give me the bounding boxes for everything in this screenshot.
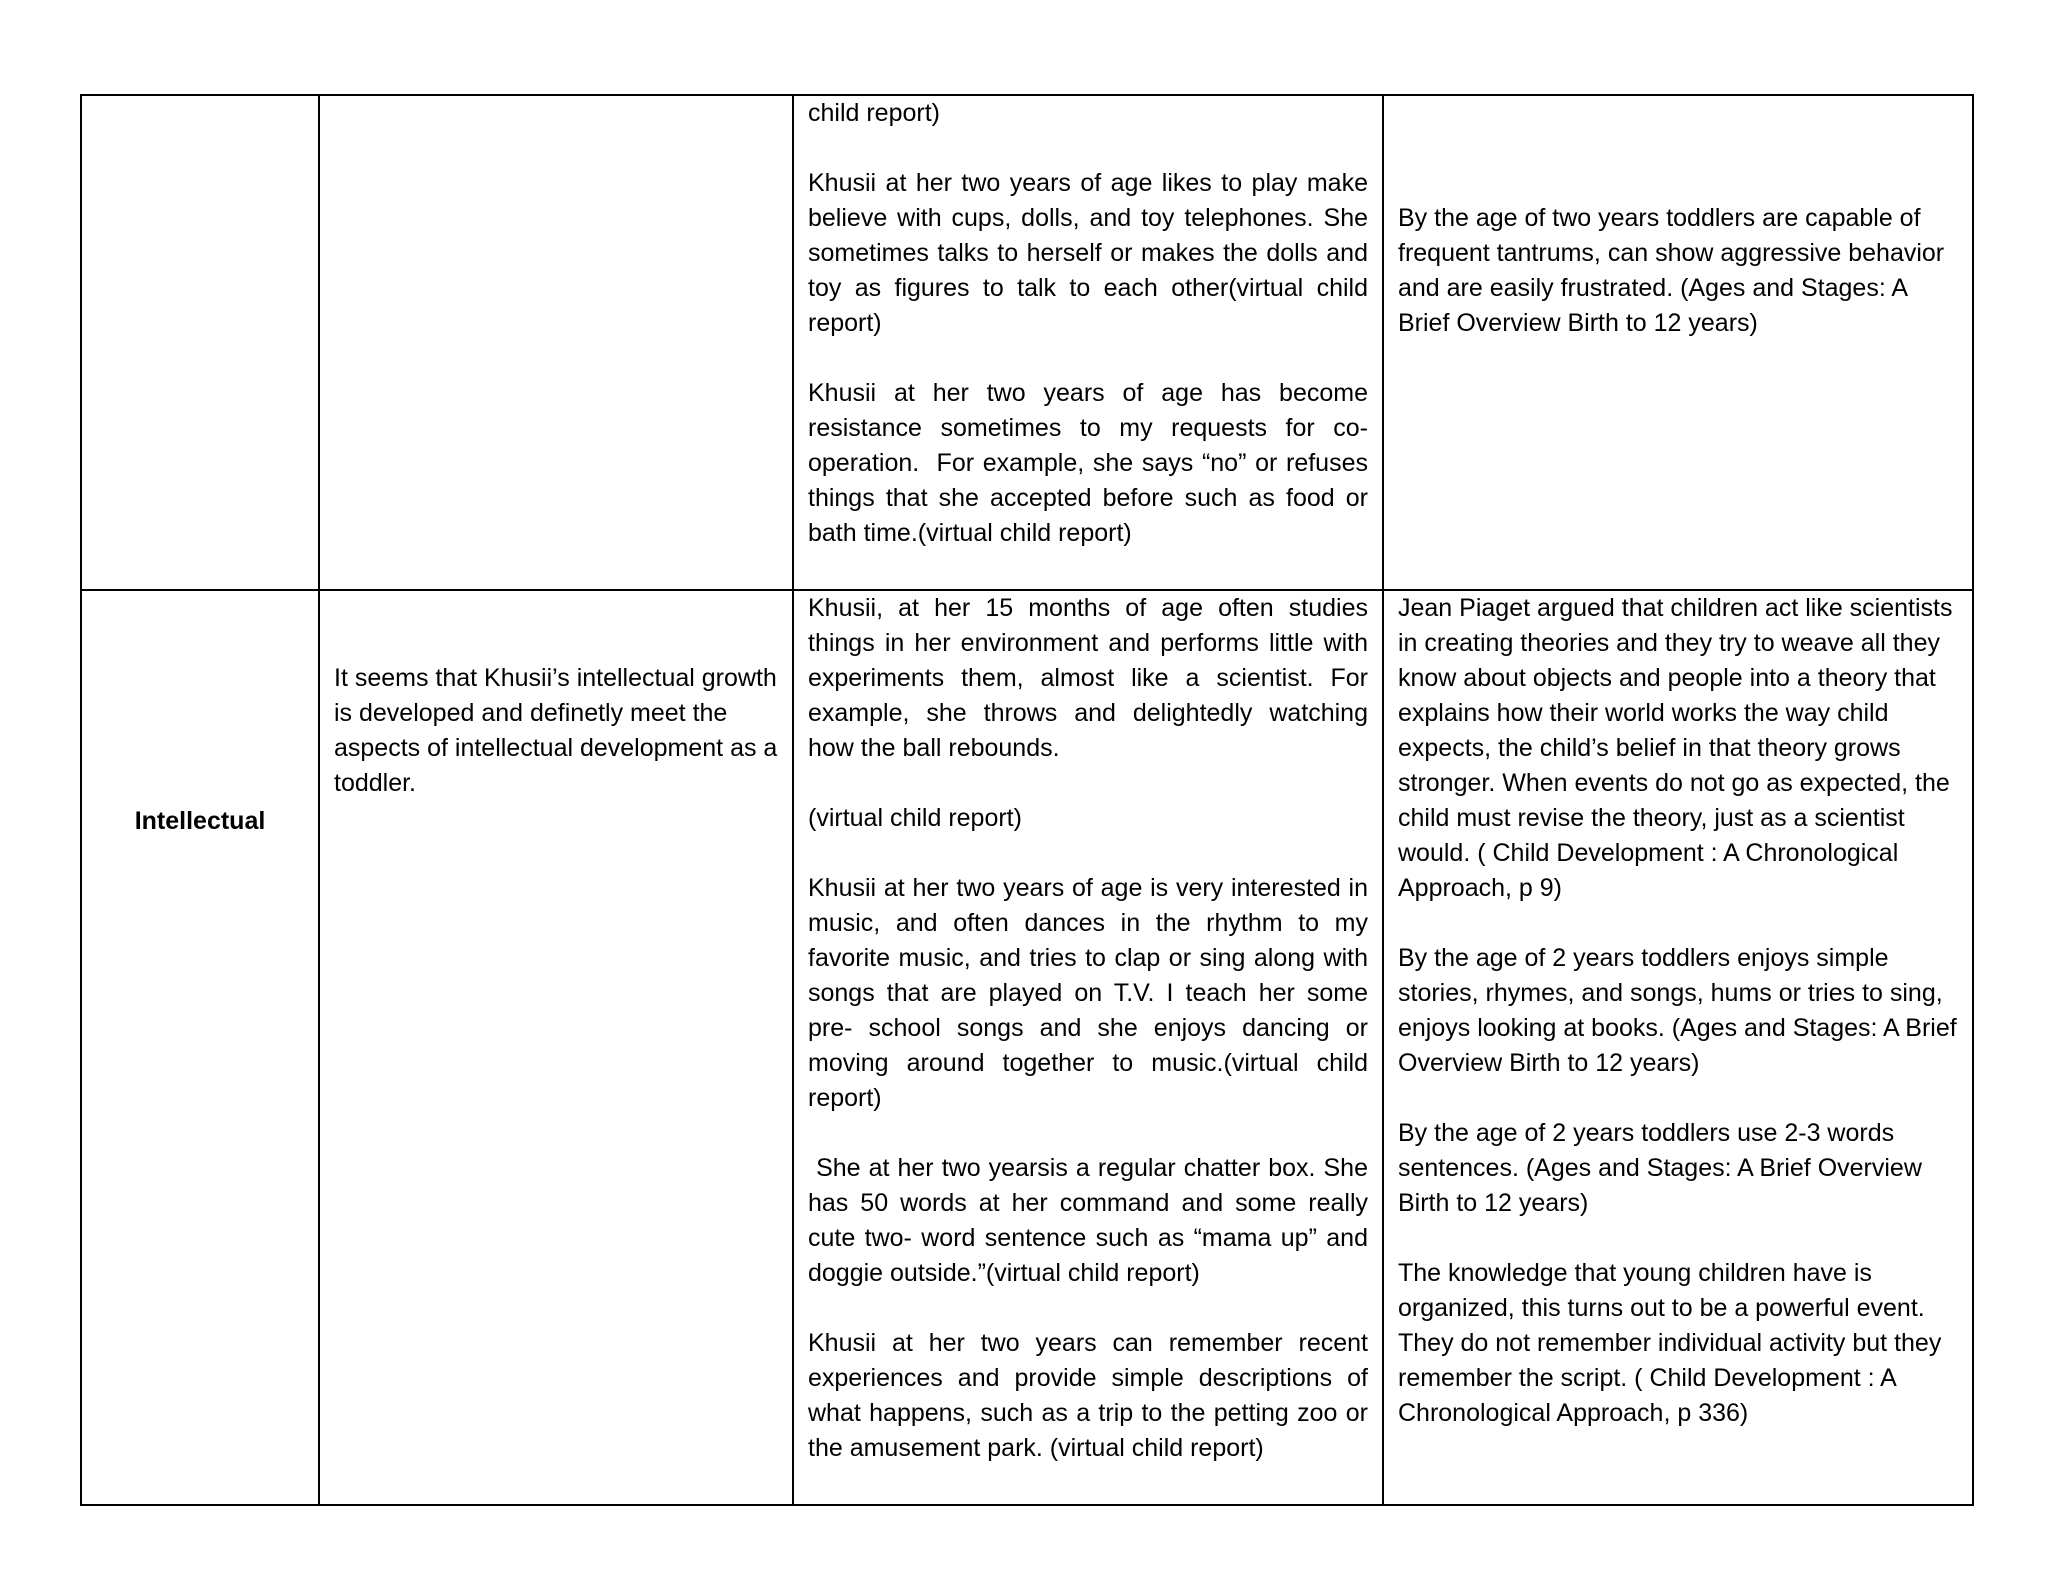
table-row [81,590,1973,1505]
reference-paragraph: Jean Piaget argued that children act like scientists in creating theories and they try to weave all they know about objects and people into a theory that explains how their world works the way child expects, the child’s belief in that theory grows stronger. When events do not go as expected, the child must revise the theory, just as a scientist would. ( Child Development : A Chronological Approach, p 9) [1398,594,1960,902]
observation-paragraph: Khusii at her two years of age is very interested in music, and often dances in the rhythm to my favorite music, and tries to clap or sing along with songs that are played on T.V. I teach her some pre- school songs and she enjoys dancing or moving around together to music.(virtual child report) [808,874,1375,1112]
reference-paragraph: The knowledge that young children have is organized, this turns out to be a powerful event. They do not remember individual activity but they remember the script. ( Child Development : A Chronological Approach, p 336) [1398,1259,1949,1427]
area-label: Intellectual [134,807,266,835]
reference-paragraph: By the age of 2 years toddlers use 2-3 words sentences. (Ages and Stages: A Brief Overview Birth to 12 years) [1398,1119,1929,1217]
reference-paragraph: By the age of 2 years toddlers enjoys simple stories, rhymes, and songs, hums or tries to sing, enjoys looking at books. (Ages and Stages: A Brief Overview Birth to 12 years) [1398,944,1964,1077]
observation-paragraph: child report) [808,99,940,127]
observation-paragraph: Khusii at her two years can remember recent experiences and provide simple descriptions of what happens, such as a trip to the petting zoo or the amusement park. (virtual child report) [808,1329,1375,1462]
observation-paragraph: Khusii, at her 15 months of age often studies things in her environment and performs little with experiments them, almost like a scientist. For example, she throws and delightedly watching how the ball rebounds. [808,594,1375,762]
observation-paragraph: Khusii at her two years of age likes to play make believe with cups, dolls, and toy telephones. She sometimes talks to herself or makes the dolls and toy as figures to talk to each other(virtual child report) [808,169,1375,337]
observations-cell [793,95,1383,590]
table-row [81,95,1973,590]
summary-text: It seems that Khusii’s intellectual growth is developed and definetly meet the aspects of intellectual development as a toddler. [334,664,778,797]
area-cell [81,590,319,1505]
references-cell [1383,95,1973,590]
observation-paragraph: She at her two yearsis a regular chatter box. She has 50 words at her command and some really cute two- word sentence such as “mama up” and doggie outside.”(virtual child report) [808,1154,1375,1287]
observations-cell [793,590,1383,1505]
summary-cell [319,95,793,590]
summary-text [320,96,792,166]
area-cell [81,95,319,590]
development-table [80,94,1974,1506]
reference-paragraph: By the age of two years toddlers are capable of frequent tantrums, can show aggressive behavior and are easily frustrated. (Ages and Stages: A Brief Overview Birth to 12 years) [1398,204,1952,337]
references-cell [1383,590,1973,1505]
observation-paragraph: (virtual child report) [808,804,1022,832]
observation-paragraph: Khusii at her two years of age has become resistance sometimes to my requests for co-operation. For example, she says “no” or refuses things that she accepted before such as food or bath time.(virtual child report) [808,379,1375,547]
summary-cell [319,590,793,1505]
